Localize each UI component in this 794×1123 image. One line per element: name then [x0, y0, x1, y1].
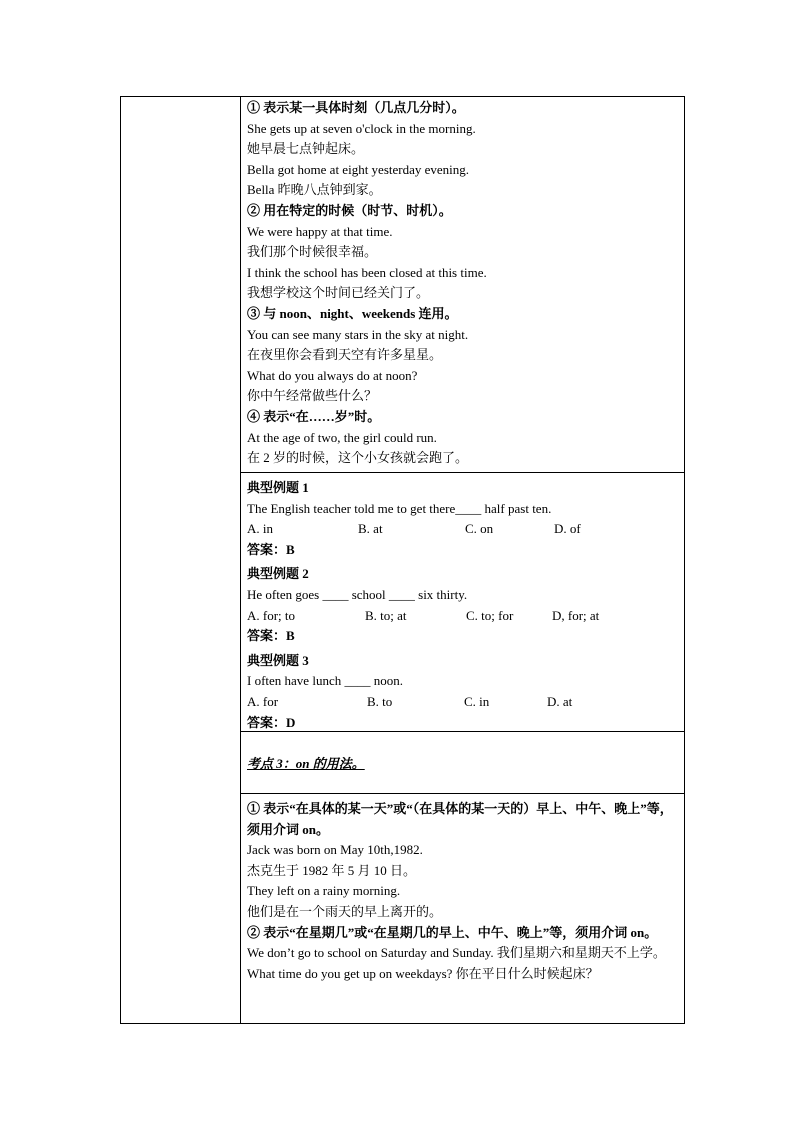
- option-c: C. on: [465, 521, 494, 537]
- example-block: [247, 564, 678, 646]
- example-sentence-en: You can see many stars in the sky at night.: [247, 326, 469, 342]
- example-sentence-zh: 在 2 岁的时候，这个小女孩就会跑了。: [247, 450, 469, 466]
- topic-heading: 考点 3：on 的用法。: [247, 756, 365, 771]
- example-sentence-zh: 在夜里你会看到天空有许多星星。: [247, 347, 443, 363]
- at-usage-cell: [241, 97, 684, 473]
- example-sentence-en: She gets up at seven o'clock in the morning.: [247, 120, 476, 136]
- example-sentence-zh: 杰克生于 1982 年 5 月 10 日。: [247, 862, 417, 878]
- example-question: The English teacher told me to get there____ half past ten.: [247, 500, 552, 516]
- option-a: A. for: [247, 693, 279, 709]
- option-c: C. in: [464, 693, 490, 709]
- example-sentence-en: They left on a rainy morning.: [247, 883, 401, 899]
- usage-heading-3: ③ 与 noon、night、weekends 连用。: [247, 305, 458, 321]
- on-usage-cell: [241, 794, 684, 1023]
- option-d: D. of: [554, 521, 581, 537]
- example-answer: 答案：B: [247, 628, 295, 644]
- example-options: [247, 519, 678, 540]
- example-sentence-mixed: What time do you get up on weekdays? 你在平日什么时候起床？: [247, 965, 599, 981]
- option-b: B. at: [358, 521, 383, 537]
- example-sentence-zh: Bella 昨晚八点钟到家。: [247, 182, 382, 198]
- example-block: [247, 651, 678, 733]
- example-sentence-mixed: We don’t go to school on Saturday and Sunday. 我们星期六和星期天不上学。: [247, 945, 666, 961]
- example-sentence-en: At the age of two, the girl could run.: [247, 429, 437, 445]
- option-a: A. in: [247, 521, 273, 537]
- example-answer: 答案：B: [247, 541, 295, 557]
- table-left-column: [121, 97, 241, 1023]
- example-options: [247, 606, 678, 627]
- usage-heading-2: ② 用在特定的时候（时节、时机）。: [247, 202, 452, 218]
- example-sentence-en: What do you always do at noon?: [247, 367, 418, 383]
- topic-cell: [241, 732, 684, 794]
- example-title: 典型例题 1: [247, 480, 309, 495]
- example-question: I often have lunch ____ noon.: [247, 673, 403, 689]
- example-sentence-zh: 我想学校这个时间已经关门了。: [247, 285, 430, 301]
- example-answer: 答案：D: [247, 714, 296, 730]
- example-title: 典型例题 2: [247, 566, 309, 582]
- usage-heading-4: ④ 表示“在……岁”时。: [247, 408, 381, 424]
- usage-heading-1: ① 表示某一具体时刻（几点几分时）。: [247, 100, 465, 115]
- lesson-table: [120, 96, 685, 1024]
- example-sentence-zh: 我们那个时候很幸福。: [247, 244, 378, 260]
- usage-heading-1: ① 表示“在具体的某一天”或“（在具体的某一天的）早上、中午、晚上”等，须用介词 on。: [247, 801, 673, 837]
- example-sentence-en: Jack was born on May 10th,1982.: [247, 842, 423, 858]
- example-sentence-zh: 她早晨七点钟起床。: [247, 141, 365, 157]
- example-title: 典型例题 3: [247, 652, 309, 668]
- option-d: D. at: [547, 693, 573, 709]
- option-b: B. to; at: [365, 607, 407, 623]
- example-question: He often goes ____ school ____ six thirty.: [247, 586, 468, 602]
- example-sentence-zh: 他们是在一个雨天的早上离开的。: [247, 903, 443, 919]
- example-options: [247, 692, 678, 713]
- example-sentence-en: I think the school has been closed at this time.: [247, 264, 487, 280]
- example-block: [247, 478, 678, 560]
- usage-heading-2: ② 表示“在星期几”或“在星期几的早上、中午、晚上”等，须用介词 on。: [247, 924, 658, 940]
- example-sentence-en: Bella got home at eight yesterday evening.: [247, 161, 470, 177]
- option-c: C. to; for: [466, 607, 514, 623]
- option-a: A. for; to: [247, 607, 296, 623]
- option-b: B. to: [367, 693, 393, 709]
- example-sentence-en: We were happy at that time.: [247, 223, 393, 239]
- examples-cell: [241, 473, 684, 732]
- example-sentence-zh: 你中午经常做些什么？: [247, 388, 378, 404]
- option-d: D, for; at: [552, 607, 600, 623]
